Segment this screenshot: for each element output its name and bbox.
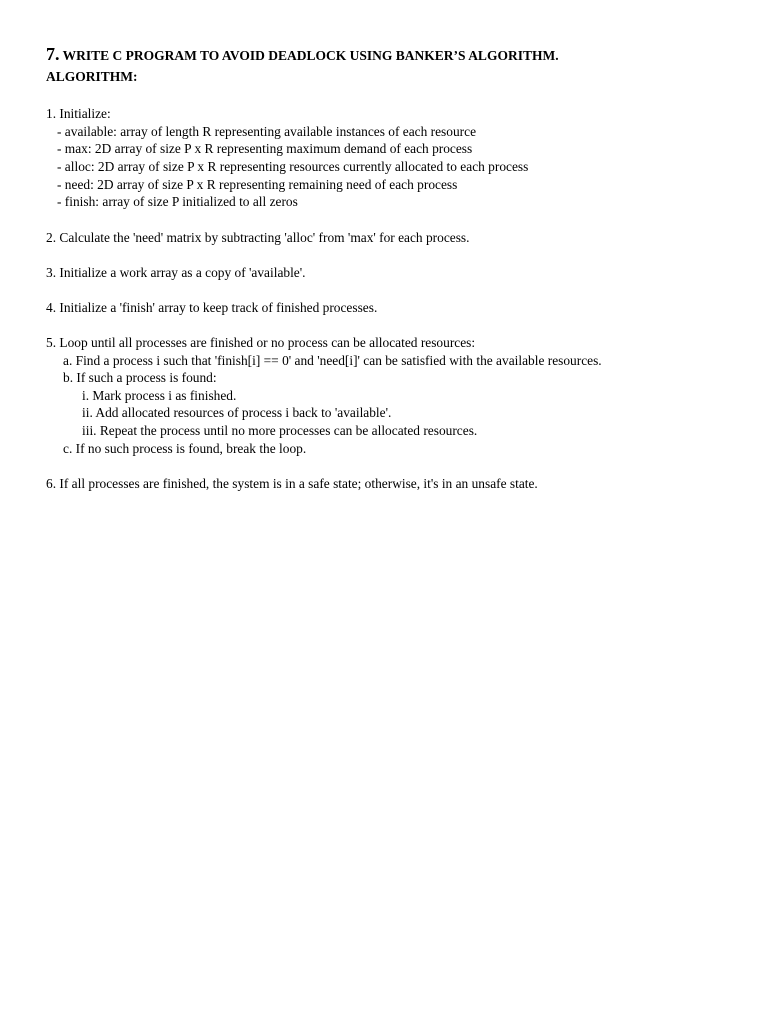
step-5-c: c. If no such process is found, break the loop. <box>63 441 307 456</box>
heading-number: 7. <box>46 44 60 64</box>
step-1-item-max: - max: 2D array of size P x R representing maximum demand of each process <box>57 141 473 156</box>
heading-title-line <box>46 44 559 66</box>
step-5-b-ii: ii. Add allocated resources of process i back to 'available'. <box>82 405 392 420</box>
step-1-item-finish: - finish: array of size P initialized to all zeros <box>57 194 298 209</box>
step-1-item-available: - available: array of length R representing available instances of each resource <box>57 124 477 139</box>
step-2: 2. Calculate the 'need' matrix by subtracting 'alloc' from 'max' for each process. <box>46 230 470 245</box>
step-1: 1. Initialize: <box>46 106 111 121</box>
page-heading <box>46 44 559 87</box>
step-1-item-alloc: - alloc: 2D array of size P x R representing resources currently allocated to each process <box>57 159 529 174</box>
step-5-b-i: i. Mark process i as finished. <box>82 388 237 403</box>
step-6: 6. If all processes are finished, the system is in a safe state; otherwise, it's in an unsafe state. <box>46 476 538 491</box>
heading-title: WRITE C PROGRAM TO AVOID DEADLOCK USING BANKER’S ALGORITHM. <box>62 48 559 63</box>
step-5-b: b. If such a process is found: <box>63 370 217 385</box>
step-5: 5. Loop until all processes are finished or no process can be allocated resources: <box>46 335 476 350</box>
step-5-b-iii: iii. Repeat the process until no more processes can be allocated resources. <box>82 423 478 438</box>
step-5-a: a. Find a process i such that 'finish[i] == 0' and 'need[i]' can be satisfied with the available resources. <box>63 353 602 368</box>
step-1-item-need: - need: 2D array of size P x R representing remaining need of each process <box>57 177 458 192</box>
step-3: 3. Initialize a work array as a copy of 'available'. <box>46 265 306 280</box>
step-4: 4. Initialize a 'finish' array to keep track of finished processes. <box>46 300 378 315</box>
heading-subtitle: ALGORITHM: <box>46 69 138 84</box>
